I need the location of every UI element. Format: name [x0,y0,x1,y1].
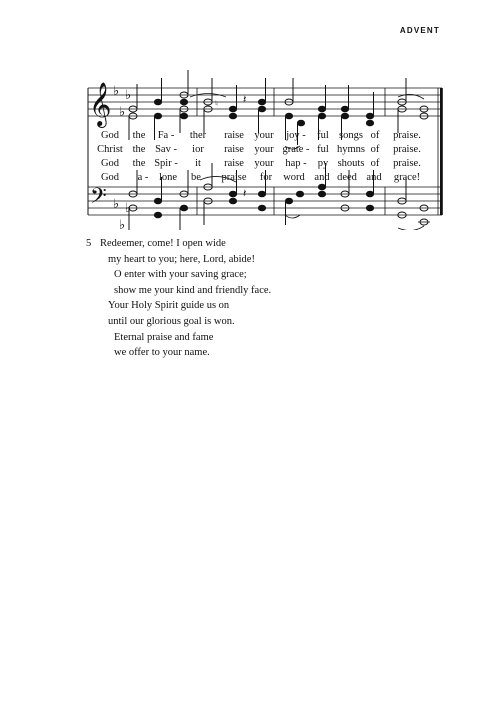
syllable: God [100,158,120,169]
syllable: a - [137,172,149,183]
lyric-line-3 [0,158,480,172]
syllable: hymns [336,144,366,155]
syllable: for [259,172,273,183]
syllable: the [132,158,146,169]
syllable: your [254,158,274,169]
stanza-line: Redeemer, come! I open wide [100,238,226,249]
syllable: of [370,144,380,155]
syllable: py [317,158,329,169]
lyric-line-4 [0,172,480,186]
syllable: joy - [286,130,306,141]
svg-text:♭: ♭ [119,104,126,119]
syllable: lone [158,172,178,183]
syllable: ior [192,144,204,155]
syllable: God [100,172,120,183]
svg-text:♭: ♭ [125,200,132,215]
lyric-line-2 [0,144,480,158]
syllable: Spir - [154,158,178,169]
stanza-line: O enter with your saving grace; [114,269,247,281]
stanza-line: Eternal praise and fame [114,331,214,343]
syllable: Sav - [155,144,177,155]
syllable: your [254,144,274,155]
lyric-line-1 [0,130,480,144]
stanza-line: Your Holy Spirit guide us on [108,300,230,312]
stanza-number: 5 [86,238,92,249]
svg-text:♭: ♭ [113,83,120,98]
music-score [0,0,480,230]
section-header: ADVENT [399,26,440,35]
bass-clef: 𝄢 [90,184,107,213]
syllable: and [366,172,382,183]
syllable: hap - [285,158,307,169]
syllable: and [314,172,330,183]
syllable: Christ [97,144,123,155]
svg-text:♭: ♭ [125,87,132,102]
stanza-line: show me your kind and friendly face. [114,284,272,296]
syllable: your [254,130,274,141]
syllable: God [100,130,120,141]
syllable: ful [317,130,329,141]
stanza-5 [86,236,271,361]
syllable: praise. [393,144,421,155]
svg-text:♭: ♭ [113,196,120,211]
stanza-line: my heart to you; here, Lord, abide! [108,253,255,265]
syllable: grate - [282,144,310,155]
syllable: deed [337,172,357,183]
svg-text:𝄽: 𝄽 [243,188,247,200]
stanza-line: we offer to your name. [114,347,210,359]
syllable: of [370,158,380,169]
syllable: Fa - [157,130,175,141]
svg-text:𝄽: 𝄽 [243,94,247,106]
syllable: shouts [337,158,365,169]
syllable: the [132,130,146,141]
syllable: be [191,172,201,183]
syllable: raise [224,158,244,169]
syllable: ther [189,130,207,141]
syllable: of [370,130,380,141]
syllable: praise [221,172,247,183]
syllable: ful [317,144,329,155]
treble-clef: 𝄞 [89,84,112,126]
syllable: raise [224,144,244,155]
svg-text:♭: ♭ [119,217,126,230]
syllable: it [195,158,201,169]
syllable: praise. [393,130,421,141]
syllable: praise. [393,158,421,169]
syllable: word [283,172,305,183]
syllable: grace! [393,172,421,183]
svg-text:♮: ♮ [215,99,218,108]
syllable: raise [224,130,244,141]
stanza-line: until our glorious goal is won. [108,315,235,327]
syllable: songs [339,130,363,141]
syllable: the [132,144,146,155]
